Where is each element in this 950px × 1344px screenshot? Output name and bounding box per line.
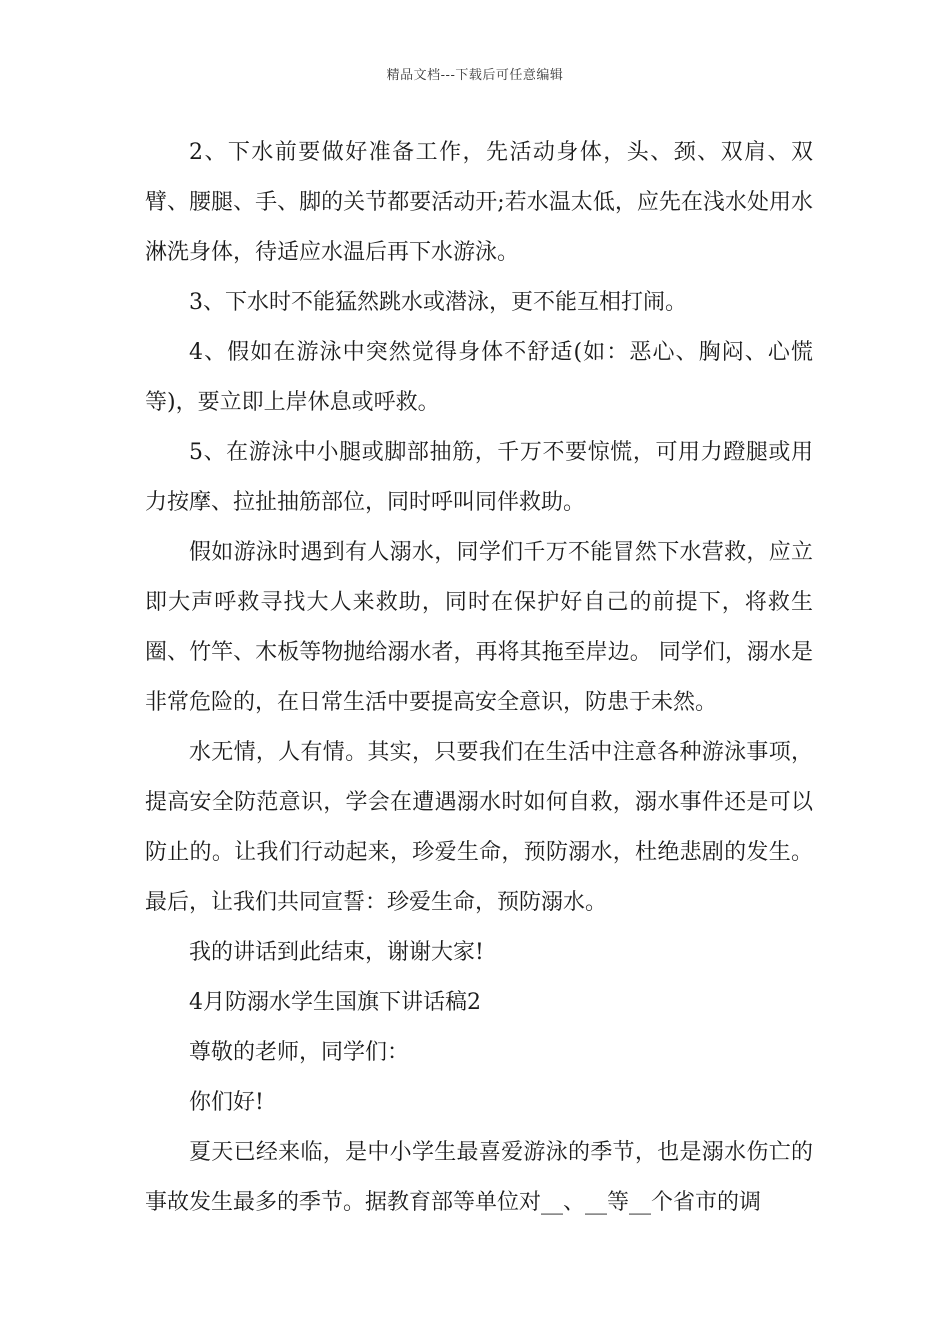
document-body — [145, 128, 813, 1228]
paragraph-conclusion: 水无情，人有情。其实，只要我们在生活中注意各种游泳事项，提高安全防范意识，学会在遭遇溺水时如何自救，溺水事件还是可以防止的。让我们行动起来，珍爱生命，预防溺水，杜绝悲剧的发生。最后，让我们共同宣誓：珍爱生命，预防溺水。 — [145, 740, 813, 915]
paragraph-closing: 我的讲话到此结束，谢谢大家! — [189, 940, 484, 965]
page-header: 精品文档---下载后可任意编辑 — [386, 68, 564, 83]
speech-2-title: 4月防溺水学生国旗下讲话稿2 — [189, 990, 481, 1015]
speech-2-greeting: 你们好! — [189, 1090, 264, 1115]
paragraph-precaution-4: 4、假如在游泳中突然觉得身体不舒适(如：恶心、胸闷、心慌等)，要立即上岸休息或呼救。 — [145, 340, 813, 415]
speech-2-opening: 夏天已经来临，是中小学生最喜爱游泳的季节，也是溺水伤亡的事故发生最多的季节。据教育部等单位对__、__等__个省市的调 — [145, 1140, 813, 1215]
paragraph-precaution-3: 3、下水时不能猛然跳水或潜泳，更不能互相打闹。 — [189, 290, 687, 315]
paragraph-precaution-5: 5、在游泳中小腿或脚部抽筋，千万不要惊慌，可用力蹬腿或用力按摩、拉扯抽筋部位，同时呼叫同伴救助。 — [145, 440, 813, 515]
paragraph-rescue: 假如游泳时遇到有人溺水，同学们千万不能冒然下水营救，应立即大声呼救寻找大人来救助，同时在保护好自己的前提下，将救生圈、竹竿、木板等物抛给溺水者，再将其拖至岸边。 同学们，溺水是非常危险的，在日常生活中要提高安全意识，防患于未然。 — [145, 540, 813, 715]
speech-2-salutation: 尊敬的老师，同学们： — [189, 1040, 410, 1065]
paragraph-precaution-2: 2、下水前要做好准备工作，先活动身体，头、颈、双肩、双臂、腰腿、手、脚的关节都要活动开;若水温太低，应先在浅水处用水淋洗身体，待适应水温后再下水游泳。 — [145, 140, 813, 265]
